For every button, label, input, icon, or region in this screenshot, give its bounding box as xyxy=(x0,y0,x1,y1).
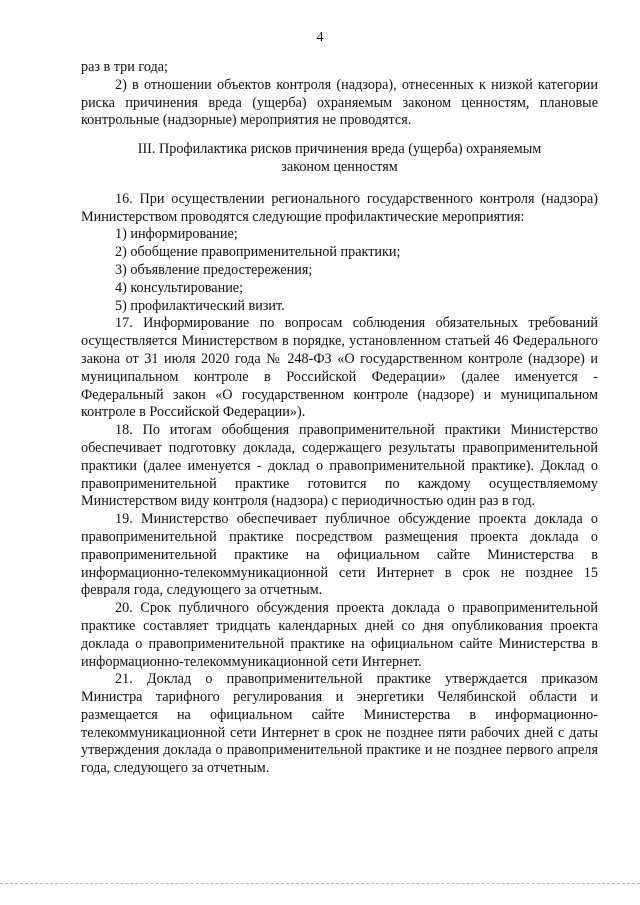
section-heading: III. Профилактика рисков причинения вреда (ущерба) охраняемым законом ценностям xyxy=(137,141,542,175)
list-item: 2) обобщение правоприменительной практики; xyxy=(115,244,401,261)
paragraph-19: 19. Министерство обеспечивает публичное обсуждение проекта доклада о правоприменительной практике посредством размещения проекта доклада о правоприменительной практике на официальном сайте Министерства в информационно-телекоммуникационной сети Интернет в срок не позднее 15 февраля года, следующего за отчетным. xyxy=(81,511,598,599)
paragraph-18: 18. По итогам обобщения правоприменительной практики Министерство обеспечивает подготовку доклада, содержащего результаты правоприменительной практики (далее именуется - доклад о правоприменительной практике). Доклад о правоприменительной практике готовится по каждому осуществляемому Министерством виду контроля (надзора) с периодичностью один раз в год. xyxy=(81,422,598,510)
paragraph-21: 21. Доклад о правоприменительной практике утверждается приказом Министра тарифного регулирования и энергетики Челябинской области и размещается на официальном сайте Министерства в информационно-телекоммуникационной сети Интернет в срок не позднее пяти рабочих дней с даты утверждения доклада о правоприменительной практике и не позднее первого апреля года, следующего за отчетным. xyxy=(81,671,598,777)
list-item: 3) объявление предостережения; xyxy=(115,261,313,278)
paragraph-16: 16. При осуществлении регионального государственного контроля (надзора) Министерством проводятся следующие профилактические мероприятия: xyxy=(81,190,598,225)
document-body xyxy=(81,59,598,778)
list-item: 5) профилактический визит. xyxy=(115,297,285,314)
paragraph-continuation: раз в три года; xyxy=(81,59,169,75)
list-item: 4) консультирование; xyxy=(115,279,244,296)
page-number: 4 xyxy=(316,30,324,45)
measures-list xyxy=(81,226,598,315)
paragraph-item-2: 2) в отношении объектов контроля (надзора), отнесенных к низкой категории риска причинения вреда (ущерба) охраняемым законом ценностям, плановые контрольные (надзорные) мероприятия не проводятся. xyxy=(81,76,598,129)
list-item: 1) информирование; xyxy=(115,226,238,243)
paragraph-17: 17. Информирование по вопросам соблюдения обязательных требований осуществляется Министерством в порядке, установленном статьей 46 Федерального закона от 31 июля 2020 года № 248-ФЗ «О государственном контроле (надзоре) и муниципальном контроле в Российской Федерации» (далее именуется - Федеральный закон «О государственном контроле (надзоре) и муниципальном контроле в Российской Федерации»). xyxy=(81,315,598,421)
page-bottom-divider xyxy=(0,883,640,884)
paragraph-20: 20. Срок публичного обсуждения проекта доклада о правоприменительной практике составляет тридцать календарных дней со дня опубликования проекта доклада о правоприменительной практике на официальном сайте Министерства в информационно-телекоммуникационной сети Интернет. xyxy=(81,600,598,670)
